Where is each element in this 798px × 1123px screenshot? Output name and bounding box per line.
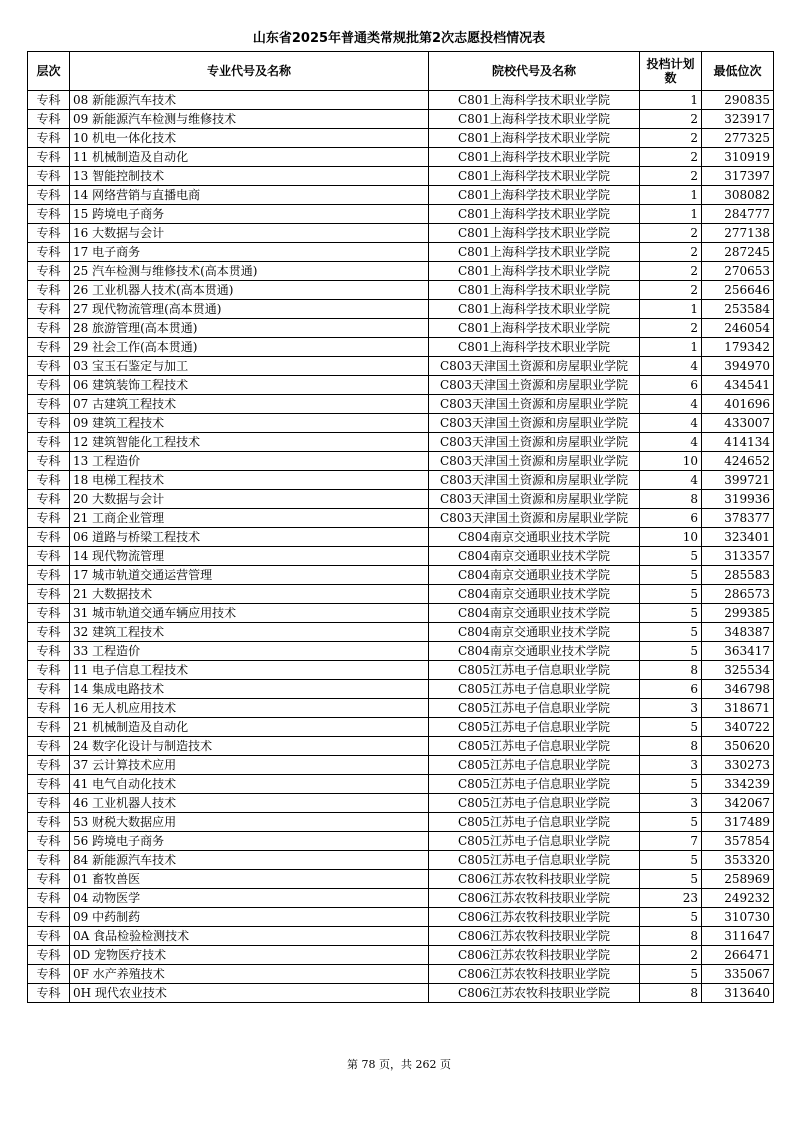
cell-school: C801上海科学技术职业学院	[429, 243, 640, 262]
table-row	[28, 642, 774, 661]
cell-major: 33 工程造价	[70, 642, 429, 661]
cell-major: 04 动物医学	[70, 889, 429, 908]
cell-school: C803天津国土资源和房屋职业学院	[429, 452, 640, 471]
cell-rank: 310730	[702, 908, 774, 927]
cell-school: C806江苏农牧科技职业学院	[429, 889, 640, 908]
cell-plan: 5	[640, 642, 702, 661]
table-row	[28, 91, 774, 110]
header-major: 专业代号及名称	[70, 52, 429, 91]
cell-school: C805江苏电子信息职业学院	[429, 699, 640, 718]
cell-school: C804南京交通职业技术学院	[429, 585, 640, 604]
cell-rank: 353320	[702, 851, 774, 870]
cell-rank: 253584	[702, 300, 774, 319]
cell-school: C801上海科学技术职业学院	[429, 167, 640, 186]
cell-school: C805江苏电子信息职业学院	[429, 680, 640, 699]
cell-rank: 286573	[702, 585, 774, 604]
cell-school: C805江苏电子信息职业学院	[429, 775, 640, 794]
table-row	[28, 205, 774, 224]
table-row	[28, 262, 774, 281]
cell-major: 84 新能源汽车技术	[70, 851, 429, 870]
cell-plan: 4	[640, 433, 702, 452]
cell-level: 专科	[28, 414, 70, 433]
table-row	[28, 851, 774, 870]
cell-major: 41 电气自动化技术	[70, 775, 429, 794]
cell-major: 06 建筑装饰工程技术	[70, 376, 429, 395]
table-row	[28, 984, 774, 1003]
cell-plan: 2	[640, 243, 702, 262]
table-row	[28, 756, 774, 775]
cell-rank: 249232	[702, 889, 774, 908]
cell-level: 专科	[28, 357, 70, 376]
cell-school: C801上海科学技术职业学院	[429, 186, 640, 205]
cell-plan: 2	[640, 148, 702, 167]
cell-level: 专科	[28, 813, 70, 832]
cell-rank: 348387	[702, 623, 774, 642]
cell-plan: 5	[640, 965, 702, 984]
cell-plan: 5	[640, 623, 702, 642]
cell-plan: 5	[640, 775, 702, 794]
table-row	[28, 680, 774, 699]
cell-level: 专科	[28, 490, 70, 509]
cell-school: C804南京交通职业技术学院	[429, 623, 640, 642]
cell-major: 16 大数据与会计	[70, 224, 429, 243]
cell-plan: 5	[640, 870, 702, 889]
cell-major: 12 建筑智能化工程技术	[70, 433, 429, 452]
cell-plan: 5	[640, 813, 702, 832]
cell-plan: 1	[640, 300, 702, 319]
cell-school: C805江苏电子信息职业学院	[429, 661, 640, 680]
cell-level: 专科	[28, 186, 70, 205]
cell-level: 专科	[28, 167, 70, 186]
header-rank: 最低位次	[702, 52, 774, 91]
cell-major: 0H 现代农业技术	[70, 984, 429, 1003]
table-row	[28, 452, 774, 471]
cell-rank: 323401	[702, 528, 774, 547]
cell-school: C806江苏农牧科技职业学院	[429, 965, 640, 984]
cell-level: 专科	[28, 243, 70, 262]
cell-plan: 5	[640, 718, 702, 737]
cell-school: C801上海科学技术职业学院	[429, 319, 640, 338]
cell-plan: 7	[640, 832, 702, 851]
admission-table	[27, 51, 774, 1003]
table-row	[28, 129, 774, 148]
table-row	[28, 927, 774, 946]
cell-major: 14 现代物流管理	[70, 547, 429, 566]
cell-rank: 357854	[702, 832, 774, 851]
cell-rank: 346798	[702, 680, 774, 699]
table-header-row	[28, 52, 774, 91]
cell-plan: 3	[640, 699, 702, 718]
cell-level: 专科	[28, 281, 70, 300]
cell-rank: 363417	[702, 642, 774, 661]
cell-plan: 4	[640, 357, 702, 376]
header-school: 院校代号及名称	[429, 52, 640, 91]
cell-rank: 342067	[702, 794, 774, 813]
table-row	[28, 737, 774, 756]
cell-major: 21 大数据技术	[70, 585, 429, 604]
cell-rank: 277325	[702, 129, 774, 148]
cell-rank: 434541	[702, 376, 774, 395]
cell-level: 专科	[28, 946, 70, 965]
cell-major: 08 新能源汽车技术	[70, 91, 429, 110]
cell-rank: 424652	[702, 452, 774, 471]
header-level: 层次	[28, 52, 70, 91]
cell-plan: 2	[640, 281, 702, 300]
cell-school: C804南京交通职业技术学院	[429, 604, 640, 623]
cell-level: 专科	[28, 433, 70, 452]
cell-level: 专科	[28, 224, 70, 243]
cell-school: C801上海科学技术职业学院	[429, 281, 640, 300]
cell-rank: 433007	[702, 414, 774, 433]
cell-plan: 4	[640, 395, 702, 414]
cell-school: C801上海科学技术职业学院	[429, 300, 640, 319]
cell-major: 09 中药制药	[70, 908, 429, 927]
cell-rank: 318671	[702, 699, 774, 718]
table-row	[28, 699, 774, 718]
cell-plan: 8	[640, 737, 702, 756]
cell-rank: 290835	[702, 91, 774, 110]
cell-plan: 1	[640, 338, 702, 357]
cell-rank: 270653	[702, 262, 774, 281]
table-row	[28, 946, 774, 965]
cell-rank: 284777	[702, 205, 774, 224]
cell-major: 20 大数据与会计	[70, 490, 429, 509]
cell-level: 专科	[28, 585, 70, 604]
cell-plan: 8	[640, 927, 702, 946]
cell-level: 专科	[28, 927, 70, 946]
table-row	[28, 224, 774, 243]
cell-plan: 5	[640, 585, 702, 604]
cell-rank: 325534	[702, 661, 774, 680]
cell-major: 0D 宠物医疗技术	[70, 946, 429, 965]
cell-level: 专科	[28, 870, 70, 889]
cell-rank: 310919	[702, 148, 774, 167]
cell-rank: 340722	[702, 718, 774, 737]
cell-major: 53 财税大数据应用	[70, 813, 429, 832]
cell-rank: 179342	[702, 338, 774, 357]
table-row	[28, 319, 774, 338]
cell-major: 18 电梯工程技术	[70, 471, 429, 490]
cell-rank: 350620	[702, 737, 774, 756]
cell-school: C804南京交通职业技术学院	[429, 547, 640, 566]
cell-plan: 8	[640, 490, 702, 509]
table-row	[28, 585, 774, 604]
table-row	[28, 870, 774, 889]
cell-level: 专科	[28, 452, 70, 471]
cell-major: 37 云计算技术应用	[70, 756, 429, 775]
cell-rank: 313640	[702, 984, 774, 1003]
cell-level: 专科	[28, 699, 70, 718]
cell-rank: 308082	[702, 186, 774, 205]
cell-rank: 299385	[702, 604, 774, 623]
cell-major: 21 工商企业管理	[70, 509, 429, 528]
cell-plan: 1	[640, 186, 702, 205]
cell-level: 专科	[28, 528, 70, 547]
cell-major: 25 汽车检测与维修技术(高本贯通)	[70, 262, 429, 281]
cell-school: C803天津国土资源和房屋职业学院	[429, 471, 640, 490]
table-row	[28, 547, 774, 566]
cell-school: C803天津国土资源和房屋职业学院	[429, 490, 640, 509]
table-row	[28, 889, 774, 908]
table-row	[28, 148, 774, 167]
cell-level: 专科	[28, 889, 70, 908]
cell-rank: 266471	[702, 946, 774, 965]
cell-rank: 317489	[702, 813, 774, 832]
cell-school: C806江苏农牧科技职业学院	[429, 870, 640, 889]
cell-plan: 10	[640, 528, 702, 547]
cell-major: 26 工业机器人技术(高本贯通)	[70, 281, 429, 300]
cell-school: C805江苏电子信息职业学院	[429, 813, 640, 832]
cell-plan: 2	[640, 262, 702, 281]
cell-level: 专科	[28, 832, 70, 851]
cell-school: C803天津国土资源和房屋职业学院	[429, 509, 640, 528]
table-row	[28, 186, 774, 205]
cell-major: 31 城市轨道交通车辆应用技术	[70, 604, 429, 623]
cell-rank: 277138	[702, 224, 774, 243]
cell-rank: 378377	[702, 509, 774, 528]
table-row	[28, 243, 774, 262]
cell-level: 专科	[28, 775, 70, 794]
cell-rank: 399721	[702, 471, 774, 490]
cell-school: C805江苏电子信息职业学院	[429, 794, 640, 813]
cell-rank: 287245	[702, 243, 774, 262]
table-row	[28, 794, 774, 813]
cell-plan: 8	[640, 661, 702, 680]
cell-major: 11 机械制造及自动化	[70, 148, 429, 167]
cell-major: 0F 水产养殖技术	[70, 965, 429, 984]
cell-level: 专科	[28, 623, 70, 642]
cell-level: 专科	[28, 509, 70, 528]
cell-major: 28 旅游管理(高本贯通)	[70, 319, 429, 338]
cell-level: 专科	[28, 376, 70, 395]
cell-school: C801上海科学技术职业学院	[429, 262, 640, 281]
table-row	[28, 300, 774, 319]
cell-plan: 5	[640, 566, 702, 585]
table-row	[28, 357, 774, 376]
cell-level: 专科	[28, 642, 70, 661]
cell-major: 16 无人机应用技术	[70, 699, 429, 718]
table-row	[28, 281, 774, 300]
cell-plan: 23	[640, 889, 702, 908]
table-row	[28, 908, 774, 927]
cell-level: 专科	[28, 851, 70, 870]
cell-rank: 335067	[702, 965, 774, 984]
cell-major: 07 古建筑工程技术	[70, 395, 429, 414]
cell-level: 专科	[28, 148, 70, 167]
cell-school: C803天津国土资源和房屋职业学院	[429, 433, 640, 452]
cell-rank: 285583	[702, 566, 774, 585]
page-number: 第 78 页，共 262 页	[347, 1058, 451, 1071]
cell-rank: 317397	[702, 167, 774, 186]
table-row	[28, 832, 774, 851]
cell-plan: 3	[640, 794, 702, 813]
cell-major: 29 社会工作(高本贯通)	[70, 338, 429, 357]
cell-school: C801上海科学技术职业学院	[429, 338, 640, 357]
table-row	[28, 414, 774, 433]
cell-school: C805江苏电子信息职业学院	[429, 851, 640, 870]
cell-school: C803天津国土资源和房屋职业学院	[429, 414, 640, 433]
table-row	[28, 490, 774, 509]
cell-plan: 2	[640, 129, 702, 148]
cell-major: 13 智能控制技术	[70, 167, 429, 186]
cell-plan: 8	[640, 984, 702, 1003]
cell-level: 专科	[28, 680, 70, 699]
cell-school: C801上海科学技术职业学院	[429, 129, 640, 148]
cell-school: C805江苏电子信息职业学院	[429, 832, 640, 851]
cell-major: 09 建筑工程技术	[70, 414, 429, 433]
cell-plan: 2	[640, 224, 702, 243]
cell-major: 15 跨境电子商务	[70, 205, 429, 224]
cell-level: 专科	[28, 110, 70, 129]
cell-rank: 330273	[702, 756, 774, 775]
cell-major: 06 道路与桥梁工程技术	[70, 528, 429, 547]
cell-plan: 5	[640, 604, 702, 623]
cell-school: C803天津国土资源和房屋职业学院	[429, 376, 640, 395]
cell-rank: 246054	[702, 319, 774, 338]
cell-plan: 2	[640, 167, 702, 186]
cell-school: C801上海科学技术职业学院	[429, 205, 640, 224]
cell-plan: 6	[640, 376, 702, 395]
cell-plan: 4	[640, 414, 702, 433]
table-row	[28, 813, 774, 832]
cell-rank: 319936	[702, 490, 774, 509]
cell-major: 03 宝玉石鉴定与加工	[70, 357, 429, 376]
table-row	[28, 395, 774, 414]
cell-level: 专科	[28, 737, 70, 756]
table-row	[28, 718, 774, 737]
table-row	[28, 623, 774, 642]
cell-school: C801上海科学技术职业学院	[429, 91, 640, 110]
cell-major: 10 机电一体化技术	[70, 129, 429, 148]
cell-plan: 5	[640, 547, 702, 566]
cell-level: 专科	[28, 129, 70, 148]
table-row	[28, 528, 774, 547]
cell-school: C805江苏电子信息职业学院	[429, 737, 640, 756]
cell-level: 专科	[28, 91, 70, 110]
cell-level: 专科	[28, 319, 70, 338]
cell-plan: 4	[640, 471, 702, 490]
cell-level: 专科	[28, 338, 70, 357]
cell-level: 专科	[28, 604, 70, 623]
cell-major: 09 新能源汽车检测与维修技术	[70, 110, 429, 129]
cell-major: 11 电子信息工程技术	[70, 661, 429, 680]
cell-school: C806江苏农牧科技职业学院	[429, 927, 640, 946]
cell-rank: 258969	[702, 870, 774, 889]
cell-plan: 2	[640, 319, 702, 338]
cell-level: 专科	[28, 300, 70, 319]
table-row	[28, 338, 774, 357]
cell-plan: 6	[640, 680, 702, 699]
cell-plan: 2	[640, 110, 702, 129]
table-row	[28, 376, 774, 395]
cell-major: 56 跨境电子商务	[70, 832, 429, 851]
cell-level: 专科	[28, 794, 70, 813]
table-row	[28, 604, 774, 623]
table-row	[28, 167, 774, 186]
table-row	[28, 509, 774, 528]
cell-school: C805江苏电子信息职业学院	[429, 756, 640, 775]
cell-plan: 6	[640, 509, 702, 528]
page-title: 山东省2025年普通类常规批第2次志愿投档情况表	[252, 31, 546, 46]
cell-plan: 5	[640, 851, 702, 870]
cell-school: C801上海科学技术职业学院	[429, 224, 640, 243]
cell-major: 21 机械制造及自动化	[70, 718, 429, 737]
cell-level: 专科	[28, 661, 70, 680]
cell-level: 专科	[28, 756, 70, 775]
cell-major: 14 网络营销与直播电商	[70, 186, 429, 205]
cell-plan: 5	[640, 908, 702, 927]
cell-major: 32 建筑工程技术	[70, 623, 429, 642]
cell-school: C806江苏农牧科技职业学院	[429, 946, 640, 965]
cell-plan: 10	[640, 452, 702, 471]
cell-level: 专科	[28, 547, 70, 566]
table-row	[28, 110, 774, 129]
table-body	[28, 91, 774, 1003]
table-row	[28, 965, 774, 984]
cell-school: C806江苏农牧科技职业学院	[429, 984, 640, 1003]
table-row	[28, 775, 774, 794]
cell-major: 14 集成电路技术	[70, 680, 429, 699]
cell-level: 专科	[28, 965, 70, 984]
cell-school: C804南京交通职业技术学院	[429, 528, 640, 547]
cell-school: C804南京交通职业技术学院	[429, 566, 640, 585]
cell-school: C801上海科学技术职业学院	[429, 148, 640, 167]
table-row	[28, 433, 774, 452]
cell-level: 专科	[28, 984, 70, 1003]
table-row	[28, 661, 774, 680]
cell-school: C801上海科学技术职业学院	[429, 110, 640, 129]
cell-level: 专科	[28, 262, 70, 281]
cell-school: C803天津国土资源和房屋职业学院	[429, 357, 640, 376]
cell-plan: 3	[640, 756, 702, 775]
cell-major: 27 现代物流管理(高本贯通)	[70, 300, 429, 319]
cell-major: 01 畜牧兽医	[70, 870, 429, 889]
cell-plan: 2	[640, 946, 702, 965]
cell-level: 专科	[28, 471, 70, 490]
cell-level: 专科	[28, 908, 70, 927]
cell-rank: 323917	[702, 110, 774, 129]
cell-rank: 311647	[702, 927, 774, 946]
cell-major: 17 城市轨道交通运营管理	[70, 566, 429, 585]
cell-rank: 414134	[702, 433, 774, 452]
cell-level: 专科	[28, 205, 70, 224]
cell-school: C806江苏农牧科技职业学院	[429, 908, 640, 927]
cell-school: C803天津国土资源和房屋职业学院	[429, 395, 640, 414]
cell-plan: 1	[640, 91, 702, 110]
cell-rank: 401696	[702, 395, 774, 414]
cell-school: C804南京交通职业技术学院	[429, 642, 640, 661]
cell-level: 专科	[28, 395, 70, 414]
cell-major: 46 工业机器人技术	[70, 794, 429, 813]
cell-level: 专科	[28, 718, 70, 737]
cell-rank: 256646	[702, 281, 774, 300]
table-row	[28, 471, 774, 490]
cell-school: C805江苏电子信息职业学院	[429, 718, 640, 737]
cell-level: 专科	[28, 566, 70, 585]
table-row	[28, 566, 774, 585]
cell-major: 24 数字化设计与制造技术	[70, 737, 429, 756]
cell-plan: 1	[640, 205, 702, 224]
cell-rank: 394970	[702, 357, 774, 376]
cell-major: 0A 食品检验检测技术	[70, 927, 429, 946]
cell-rank: 334239	[702, 775, 774, 794]
cell-rank: 313357	[702, 547, 774, 566]
cell-major: 17 电子商务	[70, 243, 429, 262]
cell-major: 13 工程造价	[70, 452, 429, 471]
header-plan: 投档计划数	[640, 52, 702, 91]
